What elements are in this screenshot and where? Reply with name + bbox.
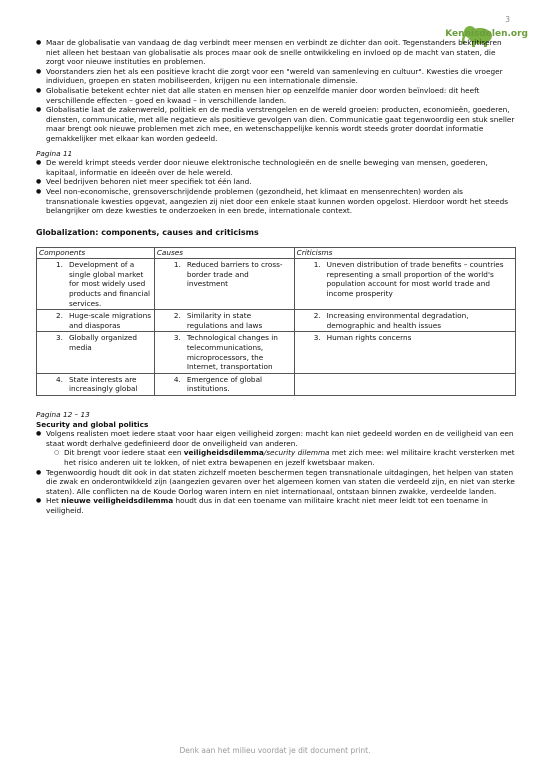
list-item: ● Tegenwoordig houdt dit ook in dat staten zichzelf moeten beschermen tegen transnationale uitdagingen, het helpen van staten die zwak en onderontwikkeld zijn (aangezien gevaren over het algemeen komen van staten die verdeeld zijn, en niet van sterke staten). Alle conflicten na de Koude Oorlog waren intern en niet internationaal, ontstaan binnen zwakke, verdeelde landen. xyxy=(36,468,516,497)
component-cell: Development of a single global market for most widely used products and financial services. xyxy=(69,260,151,308)
row-number: 3. xyxy=(313,333,321,343)
list-item: ● Veel bedrijven behoren niet meer specifiek tot één land. xyxy=(36,177,516,187)
cause-cell: Similarity in state regulations and laws xyxy=(186,311,263,330)
list-item: ● De wereld krimpt steeds verder door nieuwe elektronische technologieën en de snelle beweging van mensen, goederen, kapitaal, informatie en ideeën over de hele wereld. xyxy=(36,158,516,177)
page-number: 3 xyxy=(505,15,510,24)
table-row xyxy=(37,259,516,310)
table-title: Globalization: components, causes and criticisms xyxy=(36,227,259,237)
cause-cell: Reduced barriers to cross-border trade and investment xyxy=(186,260,283,289)
footer-note: Denk aan het milieu voordat je dit document print. xyxy=(179,746,371,755)
row-number: 4. xyxy=(56,374,63,384)
empty-cell xyxy=(294,373,515,395)
intro-bullets xyxy=(36,38,516,144)
criticism-cell: Uneven distribution of trade benefits – countries representing a small proportion of the world's population account for most world trade and income prosperity xyxy=(326,260,504,299)
row-number: 2. xyxy=(56,311,63,321)
security-dilemma-term: veiligheidsdilemma xyxy=(183,448,264,458)
sub-text: houdt dus in dat een toename van militaire kracht niet meer leidt tot een toename in veiligheid. xyxy=(46,496,488,515)
security-title: Security and global politics xyxy=(36,419,149,429)
sub-text: Het xyxy=(46,496,62,506)
row-number: 2. xyxy=(313,311,321,321)
row-number: 1. xyxy=(56,260,63,270)
cause-cell: Technological changes in telecommunications, microprocessors, the Internet, transportation xyxy=(186,333,278,372)
list-item xyxy=(36,496,516,515)
logo-text: Kennisdelen.org xyxy=(445,29,528,39)
document-body xyxy=(36,38,516,516)
list-item: ● Voorstanders zien het als een positieve kracht die zorgt voor een "wereld van samenleving en cultuur". Kwesties die vroeger individuen, groepen en staten mobiliseerden, krijgen nu een internationale dimensie. xyxy=(36,67,516,86)
sub-text: met zich mee: wel militaire kracht versterken met het risico anderen uit te lokken, of niet extra bewapenen en jezelf kwetsbaar maken. xyxy=(64,448,515,467)
table-row xyxy=(37,310,516,332)
security-sublist xyxy=(46,448,516,467)
row-number: 4. xyxy=(173,374,181,384)
row-number: 1. xyxy=(173,260,181,270)
pagina-12-13-label: Pagina 12 – 13 xyxy=(36,410,90,419)
row-number: 3. xyxy=(56,333,63,343)
table-row xyxy=(37,332,516,373)
list-item: ● Globalisatie betekent echter niet dat alle staten en mensen hier op eenzelfde manier door worden beïnvloed: dit heeft verschillende effecten – goed en kwaad – in verschillende landen. xyxy=(36,86,516,105)
criticism-cell: Increasing environmental degradation, demographic and health issues xyxy=(326,311,469,330)
globalization-table xyxy=(36,247,516,396)
criticism-cell: Human rights concerns xyxy=(326,333,412,343)
component-cell: State interests are increasingly global xyxy=(69,374,138,394)
row-number: 1. xyxy=(313,260,321,270)
component-cell: Huge-scale migrations and diasporas xyxy=(69,311,152,330)
list-item: ● Maar de globalisatie van vandaag de dag verbindt meer mensen en verbindt ze dichter dan ooit. Tegenstanders bekritiseren niet alleen het bestaan van globalisatie als proces maar ook de snelle ontwikkeling en invloed op de macht van staten, die zorgt voor nieuwe instituties en problemen. xyxy=(36,38,516,67)
row-number: 2. xyxy=(173,311,181,321)
new-security-dilemma-term: nieuwe veiligheidsdilemma xyxy=(61,496,174,506)
sub-text: Dit brengt voor iedere staat een xyxy=(64,448,184,458)
security-bullet-1: Volgens realisten moet iedere staat voor haar eigen veiligheid zorgen: macht kan niet gedeeld worden en de veiligheid van een staat wordt derhalve gedefinieerd door de onveiligheid van anderen. xyxy=(46,429,514,448)
header-components: Components xyxy=(37,248,155,259)
row-number: 3. xyxy=(173,333,181,343)
security-bullets xyxy=(36,429,516,515)
pagina-11-bullets xyxy=(36,158,516,216)
header-causes: Causes xyxy=(154,248,294,259)
table-row xyxy=(37,373,516,395)
list-item: ● Globalisatie laat de zakenwereld, politiek en de media verstrengelen en de wereld groeien: producten, economieën, goederen, diensten, communicatie, met alle negatieve als positieve gevolgen van dien. Communicatie gaat tegenwoordig een stuk sneller maar brengt ook nieuwe problemen met zich mee, en wetenschappelijke kennis wordt steeds groter doordat informatie gemakkelijker met elkaar kan worden gedeeld. xyxy=(36,105,516,143)
security-dilemma-english: /security dilemma xyxy=(263,448,330,458)
component-cell: Globally organized media xyxy=(69,333,137,353)
list-item: ● Veel non-economische, grensoverschrijdende problemen (gezondheid, het klimaat en mensenrechten) worden als transnationale kwesties opgevat, aangezien zij niet door een enkele staat kunnen worden opgelost. Hierdoor wordt het steeds belangrijker om deze kwesties te onderzoeken in een brede, internationale context. xyxy=(36,187,516,216)
list-item xyxy=(36,429,516,467)
cause-cell: Emergence of global institutions. xyxy=(186,374,263,394)
pagina-11-label: Pagina 11 xyxy=(36,148,73,158)
header-criticisms: Criticisms xyxy=(294,248,515,259)
table-header-row xyxy=(37,248,516,259)
list-item xyxy=(46,448,516,467)
